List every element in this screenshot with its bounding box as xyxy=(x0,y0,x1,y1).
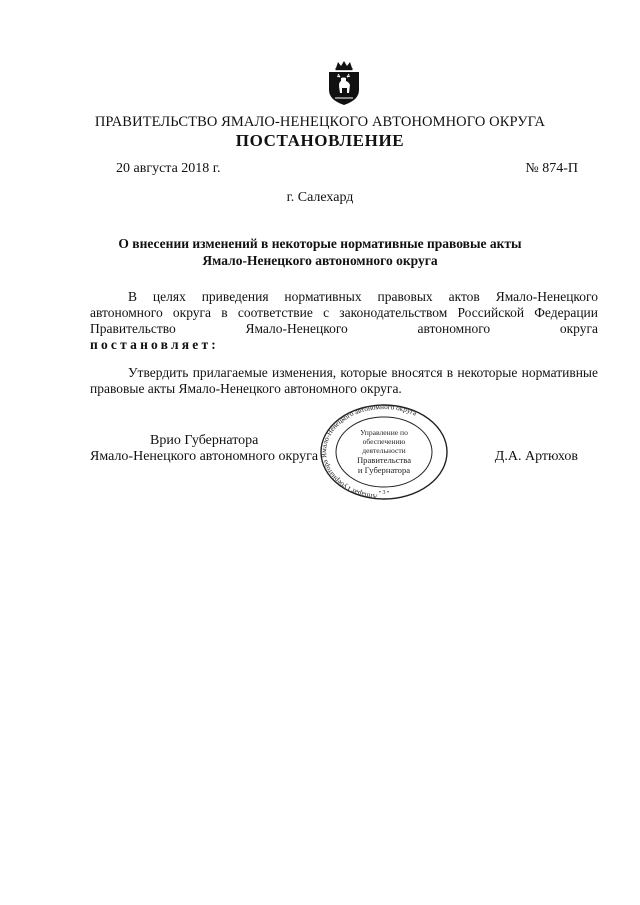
document-date: 20 августа 2018 г. xyxy=(116,161,221,176)
preamble-paragraph: В целях приведения нормативных правовых актов Ямало-Ненецкого автономного округа в соответствие с законодательством Российской Федерации Правительство Ямало-Ненецкого автономного округа xyxy=(90,289,598,336)
resolution-paragraph: Утвердить прилагаемые изменения, которые вносятся в некоторые нормативные правовые акты Ямало-Ненецкого автономного округа. xyxy=(90,365,598,396)
document-number: № 874-П xyxy=(525,161,578,176)
svg-text:и Губернатора: и Губернатора xyxy=(357,465,411,475)
svg-text:Управление по: Управление по xyxy=(360,428,408,437)
organization-name: ПРАВИТЕЛЬСТВО ЯМАЛО-НЕНЕЦКОГО АВТОНОМНОГО ОКРУГА xyxy=(94,114,546,130)
coat-of-arms-icon xyxy=(327,60,361,106)
svg-text:деятельности: деятельности xyxy=(362,446,406,455)
signer-title-line-2: Ямало-Ненецкого автономного округа xyxy=(90,449,319,464)
resolve-word: постановляет: xyxy=(90,337,219,352)
svg-text:Аппарат Губернатора Ямало-Нене: Аппарат Губернатора Ямало-Ненецкого автономного округа xyxy=(319,402,418,501)
document-subject xyxy=(100,235,540,269)
document-city: г. Салехард xyxy=(286,190,354,205)
document-body xyxy=(90,289,598,397)
official-stamp-icon xyxy=(318,402,450,502)
svg-text:Правительства: Правительства xyxy=(356,455,412,465)
document-type-heading: ПОСТАНОВЛЕНИЕ xyxy=(235,131,405,150)
subject-line-1: О внесении изменений в некоторые нормативные правовые акты xyxy=(118,236,522,251)
svg-text:обеспечению: обеспечению xyxy=(362,437,406,446)
signer-name: Д.А. Артюхов xyxy=(494,449,578,464)
subject-line-2: Ямало-Ненецкого автономного округа xyxy=(202,253,438,268)
svg-text:• 3 •: • 3 • xyxy=(378,490,390,496)
signer-title-line-1: Врио Губернатора xyxy=(150,433,259,448)
